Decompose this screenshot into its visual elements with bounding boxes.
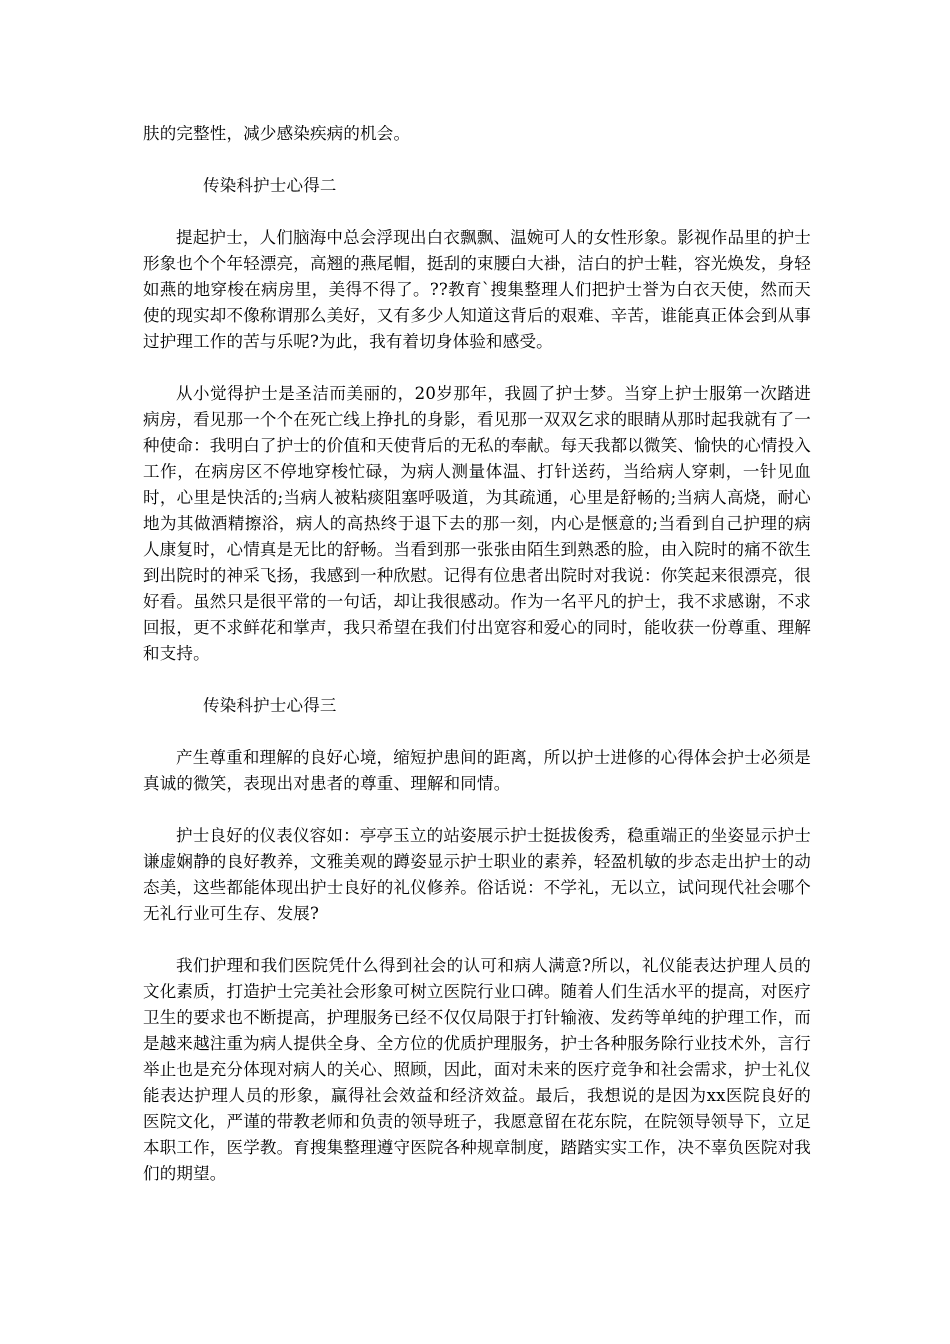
paragraph: 产生尊重和理解的良好心境，缩短护患间的距离，所以护士进修的心得体会护士必须是真诚的微笑，表现出对患者的尊重、理解和同情。 xyxy=(143,748,811,793)
paragraph: 从小觉得护士是圣洁而美丽的，20岁那年，我圆了护士梦。当穿上护士服第一次踏进病房，看见那一个个在死亡线上挣扎的身影，看见那一双双乞求的眼睛从那时起我就有了一种使命：我明白了护士的价值和天使背后的无私的奉献。每天我都以微笑、愉快的心情投入工作，在病房区不停地穿梭忙碌，为病人测量体温、打针送药，当给病人穿刺，一针见血时，心里是快活的;当病人被粘痰阻塞呼吸道，为其疏通，心里是舒畅的;当病人高烧，耐心地为其做酒精擦浴，病人的高热终于退下去的那一刻，内心是惬意的;当看到自己护理的病人康复时，心情真是无比的舒畅。当看到那一张张由陌生到熟悉的脸，由入院时的痛不欲生到出院时的神采飞扬，我感到一种欣慰。记得有位患者出院时对我说：你笑起来很漂亮，很好看。虽然只是很平常的一句话，却让我很感动。作为一名平凡的护士，我不求感谢，不求回报，更不求鲜花和掌声，我只希望在我们付出宽容和爱心的同时，能收获一份尊重、理解和支持。 xyxy=(143,384,811,663)
paragraph: 提起护士，人们脑海中总会浮现出白衣飘飘、温婉可人的女性形象。影视作品里的护士形象也个个年轻漂亮，高翘的燕尾帽，挺刮的束腰白大褂，洁白的护士鞋，容光焕发，身轻如燕的地穿梭在病房里，美得不得了。??教育`搜集整理人们把护士誉为白衣天使，然而天使的现实却不像称谓那么美好，又有多少人知道这背后的艰难、辛苦，谁能真正体会到从事过护理工作的苦与乐呢?为此，我有着切身体验和感受。 xyxy=(143,228,811,351)
paragraph: 我们护理和我们医院凭什么得到社会的认可和病人满意?所以，礼仪能表达护理人员的文化素质，打造护士完美社会形象可树立医院行业口碑。随着人们生活水平的提高，对医疗卫生的要求也不断提高，护理服务已经不仅仅局限于打针输液、发药等单纯的护理工作，而是越来越注重为病人提供全身、全方位的优质护理服务，护士各种服务除行业技术外，言行举止也是充分体现对病人的关心、照顾，因此，面对未来的医疗竞争和社会需求，护士礼仪能表达护理人员的形象，赢得社会效益和经济效益。最后，我想说的是因为xx医院良好的医院文化，严谨的带教老师和负责的领导班子，我愿意留在花东院，在院领导领导下，立足本职工作，医学教。育搜集整理遵守医院各种规章制度，踏踏实实工作，决不辜负医院对我们的期望。 xyxy=(143,956,811,1183)
section-heading-2: 传染科护士心得二 xyxy=(203,176,337,195)
document-body xyxy=(143,121,811,1213)
intro-paragraph: 肤的完整性，减少感染疾病的机会。 xyxy=(143,124,411,143)
section-heading-3: 传染科护士心得三 xyxy=(203,696,337,715)
paragraph: 护士良好的仪表仪容如：亭亭玉立的站姿展示护士挺拔俊秀，稳重端正的坐姿显示护士谦虚娴静的良好教养，文雅美观的蹲姿显示护士职业的素养，轻盈机敏的步态走出护士的动态美，这些都能体现出护士良好的礼仪修养。俗话说：不学礼，无以立，试问现代社会哪个无礼行业可生存、发展? xyxy=(143,826,811,923)
